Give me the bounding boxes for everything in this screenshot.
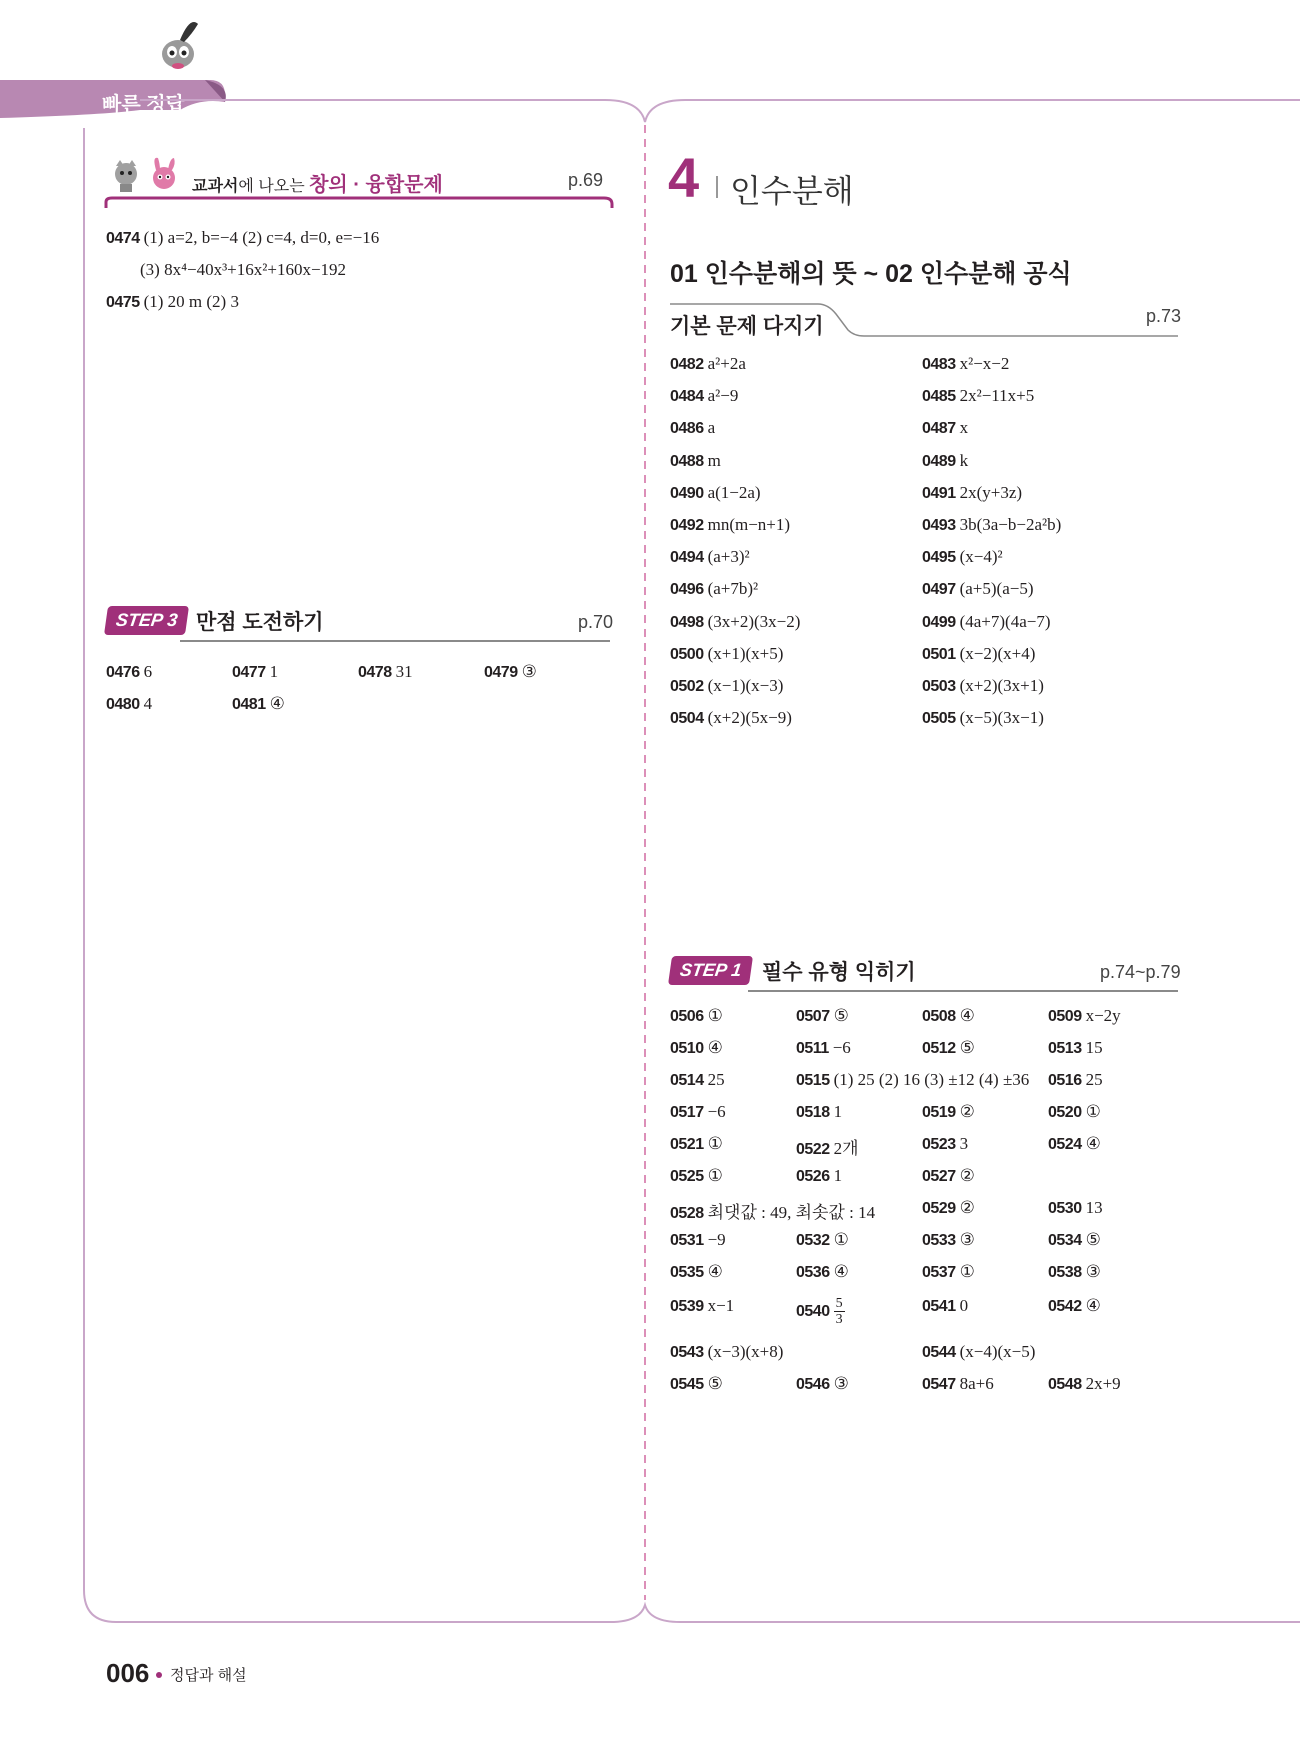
answer-number: 0537 (922, 1264, 956, 1281)
answer-value: 25 (1085, 1070, 1103, 1089)
answer-item (670, 386, 738, 406)
answer-item (670, 1374, 723, 1394)
chapter-divider (716, 176, 718, 198)
cat-mascot-icon (108, 158, 144, 194)
answer-item (670, 1134, 723, 1154)
answer-value: ④ (833, 1262, 849, 1281)
answer-value: m (707, 450, 721, 470)
answer-number: 0498 (670, 613, 704, 631)
answer-number: 0480 (106, 696, 140, 713)
step1-badge: STEP 1 (668, 956, 753, 985)
answer-value: x²−x−2 (959, 354, 1010, 373)
answer-item (922, 1102, 975, 1122)
answer-item (670, 1070, 725, 1090)
answer-item (922, 1374, 994, 1394)
answer-item (922, 612, 1051, 632)
answer-item (796, 1262, 849, 1282)
answer-value: (x−4)² (959, 547, 1003, 567)
answer-number: 0485 (922, 388, 956, 406)
answer-value: ① (707, 1134, 723, 1153)
answer-item (1048, 1374, 1121, 1394)
answer-value: ⑤ (959, 1038, 975, 1057)
answer-item (922, 451, 968, 471)
answer-item (922, 515, 1061, 535)
answer-number: 0522 (796, 1141, 830, 1158)
answer-item (106, 292, 239, 312)
answer-number: 0505 (922, 710, 956, 728)
answer-number: 0507 (796, 1008, 830, 1025)
answer-number: 0479 (484, 664, 518, 681)
answer-number: 0523 (922, 1136, 956, 1153)
answer-item (1048, 1134, 1101, 1154)
answer-number: 0490 (670, 484, 704, 502)
answer-item (140, 260, 346, 280)
answer-item (922, 644, 1035, 664)
answer-item (922, 1038, 975, 1058)
answer-item (670, 708, 792, 728)
answer-number: 0509 (1048, 1008, 1082, 1025)
answer-value: (3x+2)(3x−2) (707, 611, 801, 631)
footer-page-number: 006 (106, 1658, 150, 1688)
answer-number: 0506 (670, 1008, 704, 1025)
answer-number: 0548 (1048, 1376, 1082, 1393)
step3-page-ref: p.70 (578, 612, 614, 632)
answer-item (670, 1296, 734, 1316)
answer-value: 4 (143, 694, 153, 713)
answer-value: 6 (143, 662, 153, 681)
basic-page-ref: p.73 (1146, 306, 1182, 326)
answer-value: 1 (833, 1102, 843, 1121)
answer-number: 0475 (106, 294, 140, 311)
answer-item (796, 1006, 849, 1026)
answer-number: 0533 (922, 1232, 956, 1249)
answer-value: (x+1)(x+5) (707, 643, 784, 663)
answer-value: (1) 25 (2) 16 (3) ±12 (4) ±36 (833, 1070, 1030, 1089)
answer-item (796, 1374, 849, 1394)
answer-value: (x−2)(x+4) (959, 643, 1036, 663)
answer-value: ④ (707, 1038, 723, 1057)
answer-value: 최댓값 : 49, 최솟값 : 14 (707, 1203, 876, 1222)
answer-value: 1 (269, 662, 279, 681)
answer-item (670, 1198, 875, 1223)
answer-value: (1) a=2, b=−4 (2) c=4, d=0, e=−16 (143, 228, 380, 247)
answer-item (670, 418, 715, 438)
answer-number: 0532 (796, 1232, 830, 1249)
answer-value: ⑤ (833, 1006, 849, 1025)
answer-item (796, 1102, 842, 1122)
answer-number: 0508 (922, 1008, 956, 1025)
basic-rule (668, 300, 1180, 340)
creative-title-prefix: 교과서 (192, 178, 239, 195)
answer-value: ① (1085, 1102, 1101, 1121)
answer-number: 0495 (922, 549, 956, 567)
answer-number: 0547 (922, 1376, 956, 1393)
answer-value: (x+2)(3x+1) (959, 676, 1044, 695)
answer-number: 0544 (922, 1344, 956, 1361)
answer-item (1048, 1296, 1101, 1316)
answer-value: (a+3)² (707, 547, 750, 567)
answer-number: 0514 (670, 1072, 704, 1089)
answer-number: 0499 (922, 613, 956, 631)
answer-value: (x−3)(x+8) (707, 1342, 784, 1361)
answer-value: ① (707, 1166, 723, 1185)
answer-item (922, 1342, 1035, 1362)
answer-item (922, 483, 1022, 503)
answer-number: 0477 (232, 664, 266, 681)
step1-rule (748, 990, 1178, 992)
step3-title: 만점 도전하기 (196, 611, 324, 634)
answer-value: a²+2a (707, 354, 746, 373)
answer-value: ③ (521, 662, 537, 681)
answer-item (670, 354, 746, 374)
answer-number: 0541 (922, 1298, 956, 1315)
answer-number: 0525 (670, 1168, 704, 1185)
creative-page-ref: p.69 (568, 170, 604, 190)
answer-number: 0540 (796, 1302, 830, 1320)
answer-value: ② (959, 1198, 975, 1217)
answer-number: 0542 (1048, 1298, 1082, 1315)
answer-number: 0484 (670, 388, 704, 406)
answer-number: 0476 (106, 664, 140, 681)
answer-number: 0500 (670, 645, 704, 663)
basic-title: 기본 문제 다지기 (670, 315, 824, 338)
answer-item (484, 662, 537, 682)
answer-number: 0515 (796, 1072, 830, 1089)
answer-value: (1) 20 m (2) 3 (143, 292, 239, 311)
answer-item (670, 1262, 723, 1282)
answer-value: 2x(y+3z) (959, 482, 1023, 502)
answer-value: ④ (1085, 1134, 1101, 1153)
answer-number: 0474 (106, 230, 140, 247)
answer-value: −9 (707, 1230, 726, 1249)
answer-value: 2x+9 (1085, 1374, 1121, 1393)
answer-number: 0489 (922, 452, 956, 470)
answer-value: ② (959, 1102, 975, 1121)
answer-item (796, 1038, 851, 1058)
answer-value: 15 (1085, 1038, 1103, 1057)
answer-value: ④ (707, 1262, 723, 1281)
answer-item (1048, 1102, 1101, 1122)
creative-title-mid: 에 나오는 (238, 178, 310, 195)
answer-item (1048, 1262, 1101, 1282)
answer-item (796, 1134, 859, 1159)
answer-number: 0524 (1048, 1136, 1082, 1153)
answer-number: 0519 (922, 1104, 956, 1121)
answer-value: ⑤ (707, 1374, 723, 1393)
footer-label: 정답과 해설 (170, 1667, 247, 1684)
answer-item (670, 579, 758, 599)
chapter-title: 인수분해 (730, 173, 854, 209)
answer-number: 0546 (796, 1376, 830, 1393)
answer-item (922, 1134, 968, 1154)
answer-value: ④ (1085, 1296, 1101, 1315)
answer-number: 0487 (922, 420, 956, 438)
answer-value: (a+7b)² (707, 579, 759, 599)
answer-item (106, 228, 379, 248)
answer-item (670, 547, 750, 567)
answer-item (922, 1198, 975, 1218)
rabbit-mascot-icon (146, 156, 182, 196)
chapter-number: 4 (668, 146, 700, 209)
answer-number: 0494 (670, 549, 704, 567)
answer-item (796, 1230, 849, 1250)
answer-item (358, 662, 413, 682)
answer-number: 0513 (1048, 1040, 1082, 1057)
answer-value: −6 (707, 1102, 726, 1121)
answer-number: 0538 (1048, 1264, 1082, 1281)
answer-number: 0486 (670, 420, 704, 438)
answer-number: 0482 (670, 356, 704, 373)
answer-value: ⑤ (1085, 1230, 1101, 1249)
answer-number: 0510 (670, 1040, 704, 1057)
answer-item (670, 1166, 723, 1186)
answer-number: 0516 (1048, 1072, 1082, 1089)
answer-number: 0545 (670, 1376, 704, 1393)
answer-value: ③ (833, 1374, 849, 1393)
answer-item (232, 662, 278, 682)
answer-item (1048, 1006, 1121, 1026)
answer-number: 0530 (1048, 1200, 1082, 1217)
answer-value: ③ (1085, 1262, 1101, 1281)
answer-item (796, 1070, 1029, 1090)
answer-value: 25 (707, 1070, 725, 1089)
answer-number: 0539 (670, 1298, 704, 1315)
answer-value: (x+2)(5x−9) (707, 708, 792, 728)
answer-item (670, 515, 790, 535)
answer-number: 0534 (1048, 1232, 1082, 1249)
answer-item (922, 1262, 975, 1282)
answer-item (796, 1166, 842, 1186)
answer-item (922, 579, 1034, 599)
answer-item (670, 676, 783, 696)
answer-value: 2x²−11x+5 (959, 386, 1035, 406)
answer-value: (a+5)(a−5) (959, 579, 1034, 599)
fraction-denominator: 3 (835, 1312, 843, 1327)
answer-number: 0492 (670, 517, 704, 534)
answer-value: 13 (1085, 1198, 1103, 1217)
answer-number: 0529 (922, 1200, 956, 1217)
answer-value: 8a+6 (959, 1374, 994, 1393)
answer-item (106, 662, 152, 682)
answer-number: 0527 (922, 1168, 956, 1185)
answer-value: −6 (832, 1038, 851, 1057)
answer-value: (x−5)(3x−1) (959, 708, 1044, 728)
answer-value: ④ (959, 1006, 975, 1025)
answer-number: 0502 (670, 678, 704, 695)
answer-value: 31 (395, 662, 413, 681)
answer-number: 0493 (922, 517, 956, 534)
answer-number: 0543 (670, 1344, 704, 1361)
answer-item (922, 1166, 975, 1186)
answer-number: 0481 (232, 696, 266, 713)
answer-number: 0478 (358, 664, 392, 681)
answer-item (922, 386, 1034, 406)
answer-number: 0488 (670, 452, 704, 470)
answer-item (670, 483, 761, 503)
answer-number: 0511 (796, 1040, 829, 1057)
creative-title-emph: 창의 · 융합문제 (309, 174, 443, 196)
answer-number: 0521 (670, 1136, 704, 1153)
answer-item (1048, 1038, 1103, 1058)
answer-number: 0526 (796, 1168, 830, 1185)
answer-item (922, 547, 1003, 567)
answer-item (1048, 1070, 1103, 1090)
answer-value: 3b(3a−b−2a²b) (959, 515, 1062, 534)
answer-number: 0504 (670, 710, 704, 728)
answer-item (670, 644, 783, 664)
answer-item (670, 1230, 726, 1250)
answer-number: 0497 (922, 581, 956, 599)
answer-item (1048, 1198, 1103, 1218)
footer-bullet (156, 1672, 162, 1678)
answer-value: (x−1)(x−3) (707, 676, 784, 695)
answer-item (922, 708, 1044, 728)
header-tab-label: 빠른 정답 (102, 94, 185, 116)
answer-value: a²−9 (707, 386, 739, 406)
answer-value: a(1−2a) (707, 482, 761, 502)
answer-item (670, 612, 800, 632)
answer-value: ② (959, 1166, 975, 1185)
answer-number: 0491 (922, 484, 956, 502)
answer-number: 0528 (670, 1205, 704, 1222)
answer-item (922, 1296, 968, 1316)
answer-number: 0536 (796, 1264, 830, 1281)
answer-value: a (707, 418, 716, 438)
section-title: 01 인수분해의 뜻 ~ 02 인수분해 공식 (670, 260, 1072, 288)
answer-item (922, 676, 1044, 696)
answer-item (796, 1296, 845, 1327)
answer-value: x (959, 418, 969, 438)
step3-rule (180, 640, 610, 642)
answer-item (106, 694, 152, 714)
answer-item (232, 694, 285, 714)
answer-item (670, 1102, 726, 1122)
answer-number: 0496 (670, 581, 704, 599)
answer-value: ① (833, 1230, 849, 1249)
fraction (834, 1296, 845, 1327)
creative-underline (104, 192, 614, 212)
answer-number: 0512 (922, 1040, 956, 1057)
answer-value: (3) 8x⁴−40x³+16x²+160x−192 (140, 260, 347, 279)
answer-item (922, 418, 968, 438)
answer-value: mn(m−n+1) (707, 515, 791, 534)
step3-badge: STEP 3 (104, 606, 189, 635)
step1-title: 필수 유형 익히기 (762, 961, 916, 984)
answer-number: 0520 (1048, 1104, 1082, 1121)
answer-item (1048, 1230, 1101, 1250)
answer-number: 0517 (670, 1104, 704, 1121)
answer-number: 0483 (922, 356, 956, 373)
answer-value: 3 (959, 1134, 969, 1153)
answer-value: ① (707, 1006, 723, 1025)
answer-value: 0 (959, 1296, 969, 1315)
answer-item (670, 1342, 783, 1362)
answer-item (922, 354, 1009, 374)
step1-page-ref: p.74~p.79 (1100, 962, 1181, 982)
answer-value: x−2y (1085, 1006, 1121, 1025)
answer-value: ① (959, 1262, 975, 1281)
answer-number: 0531 (670, 1232, 704, 1249)
answer-value: 2개 (833, 1139, 859, 1158)
answer-value: (x−4)(x−5) (959, 1342, 1036, 1361)
answer-item (922, 1006, 975, 1026)
answer-item (670, 1006, 723, 1026)
answer-number: 0503 (922, 678, 956, 695)
answer-item (670, 1038, 723, 1058)
answer-number: 0535 (670, 1264, 704, 1281)
answer-item (922, 1230, 975, 1250)
answer-value: 1 (833, 1166, 843, 1185)
answer-number: 0518 (796, 1104, 830, 1121)
fraction-numerator: 5 (835, 1296, 843, 1311)
answer-value: k (959, 450, 969, 470)
answer-number: 0501 (922, 645, 956, 663)
answer-value: ③ (959, 1230, 975, 1249)
answer-value: (4a+7)(4a−7) (959, 611, 1051, 631)
answer-value: ④ (269, 694, 285, 713)
answer-item (670, 451, 721, 471)
answer-value: x−1 (707, 1296, 735, 1315)
